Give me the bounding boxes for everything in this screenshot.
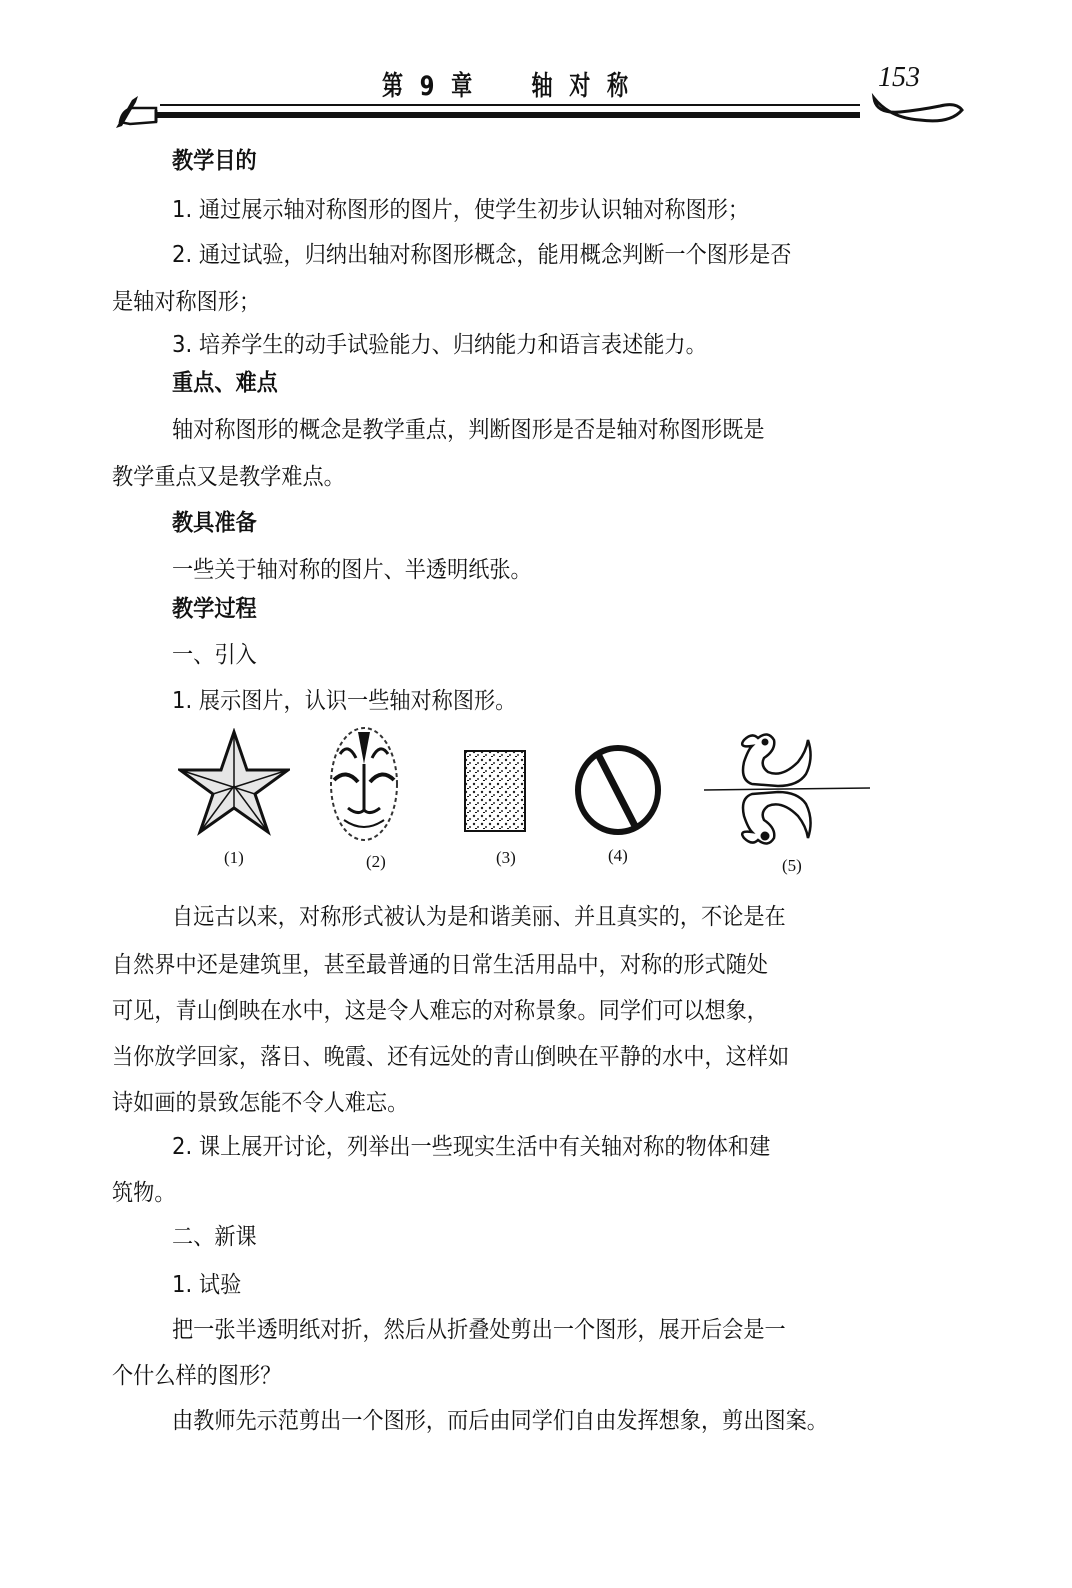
page-number: 153: [878, 62, 920, 93]
textured-rectangle-icon: [464, 750, 526, 832]
figure-label: (3): [496, 848, 516, 867]
subsection-heading-intro: 一、引入: [172, 642, 257, 668]
subsection-heading-new-lesson: 二、新课: [172, 1224, 257, 1250]
intro-paragraph-line: 当你放学回家，落日、晚霞、还有远处的青山倒映在平静的水中，这样如: [112, 1044, 790, 1070]
pen-hand-icon: [112, 88, 160, 130]
materials-text: 一些关于轴对称的图片、半透明纸张。: [172, 557, 532, 583]
objective-item: 1. 通过展示轴对称图形的图片，使学生初步认识轴对称图形；: [172, 197, 750, 223]
intro-step-2-continued: 筑物。: [112, 1180, 176, 1206]
chapter-number: 第 9 章: [382, 71, 477, 102]
objective-item: 2. 通过试验，归纳出轴对称图形概念，能用概念判断一个图形是否: [172, 242, 792, 268]
new-lesson-text: 把一张半透明纸对折，然后从折叠处剪出一个图形，展开后会是一: [172, 1317, 786, 1343]
section-heading-process: 教学过程: [172, 596, 257, 622]
intro-paragraph-line: 可见，青山倒映在水中，这是令人难忘的对称景象。同学们可以想象，: [112, 998, 768, 1024]
header-rule-thin: [160, 104, 860, 106]
chapter-header: [382, 64, 633, 103]
duck-reflection-icon: [702, 722, 872, 862]
section-heading-key-points: 重点、难点: [172, 370, 278, 396]
section-heading-objectives: 教学目的: [172, 148, 257, 174]
chapter-title: 轴 对 称: [531, 71, 633, 102]
key-points-text: 轴对称图形的概念是教学重点，判断图形是否是轴对称图形既是: [172, 417, 765, 443]
objective-item-continued: 是轴对称图形；: [112, 289, 261, 315]
new-lesson-text: 个什么样的图形？: [112, 1363, 282, 1389]
header-rule-thick: [155, 112, 860, 118]
figure-label: (5): [782, 856, 802, 875]
figure-label: (4): [608, 846, 628, 865]
intro-step-1: 1. 展示图片，认识一些轴对称图形。: [172, 688, 517, 714]
intro-paragraph-line: 自然界中还是建筑里，甚至最普通的日常生活用品中，对称的形式随处: [112, 952, 768, 978]
objective-item: 3. 培养学生的动手试验能力、归纳能力和语言表述能力。: [172, 332, 707, 358]
intro-paragraph-line: 诗如画的景致怎能不令人难忘。: [112, 1090, 409, 1116]
opera-mask-icon: [328, 724, 400, 844]
intro-paragraph-line: 自远古以来，对称形式被认为是和谐美丽、并且真实的，不论是在: [172, 904, 786, 930]
intro-step-2: 2. 课上展开讨论，列举出一些现实生活中有关轴对称的物体和建: [172, 1134, 771, 1160]
new-lesson-text: 由教师先示范剪出一个图形，而后由同学们自由发挥想象，剪出图案。: [172, 1408, 828, 1434]
figure-label: (1): [224, 848, 244, 867]
key-points-text: 教学重点又是教学难点。: [112, 464, 345, 490]
figure-label: (2): [366, 852, 386, 871]
section-heading-materials: 教具准备: [172, 510, 257, 536]
prohibition-circle-icon: [573, 744, 663, 836]
new-lesson-step-1-heading: 1. 试验: [172, 1272, 242, 1298]
wave-ornament-icon: [870, 92, 966, 126]
star-icon: [178, 728, 290, 836]
